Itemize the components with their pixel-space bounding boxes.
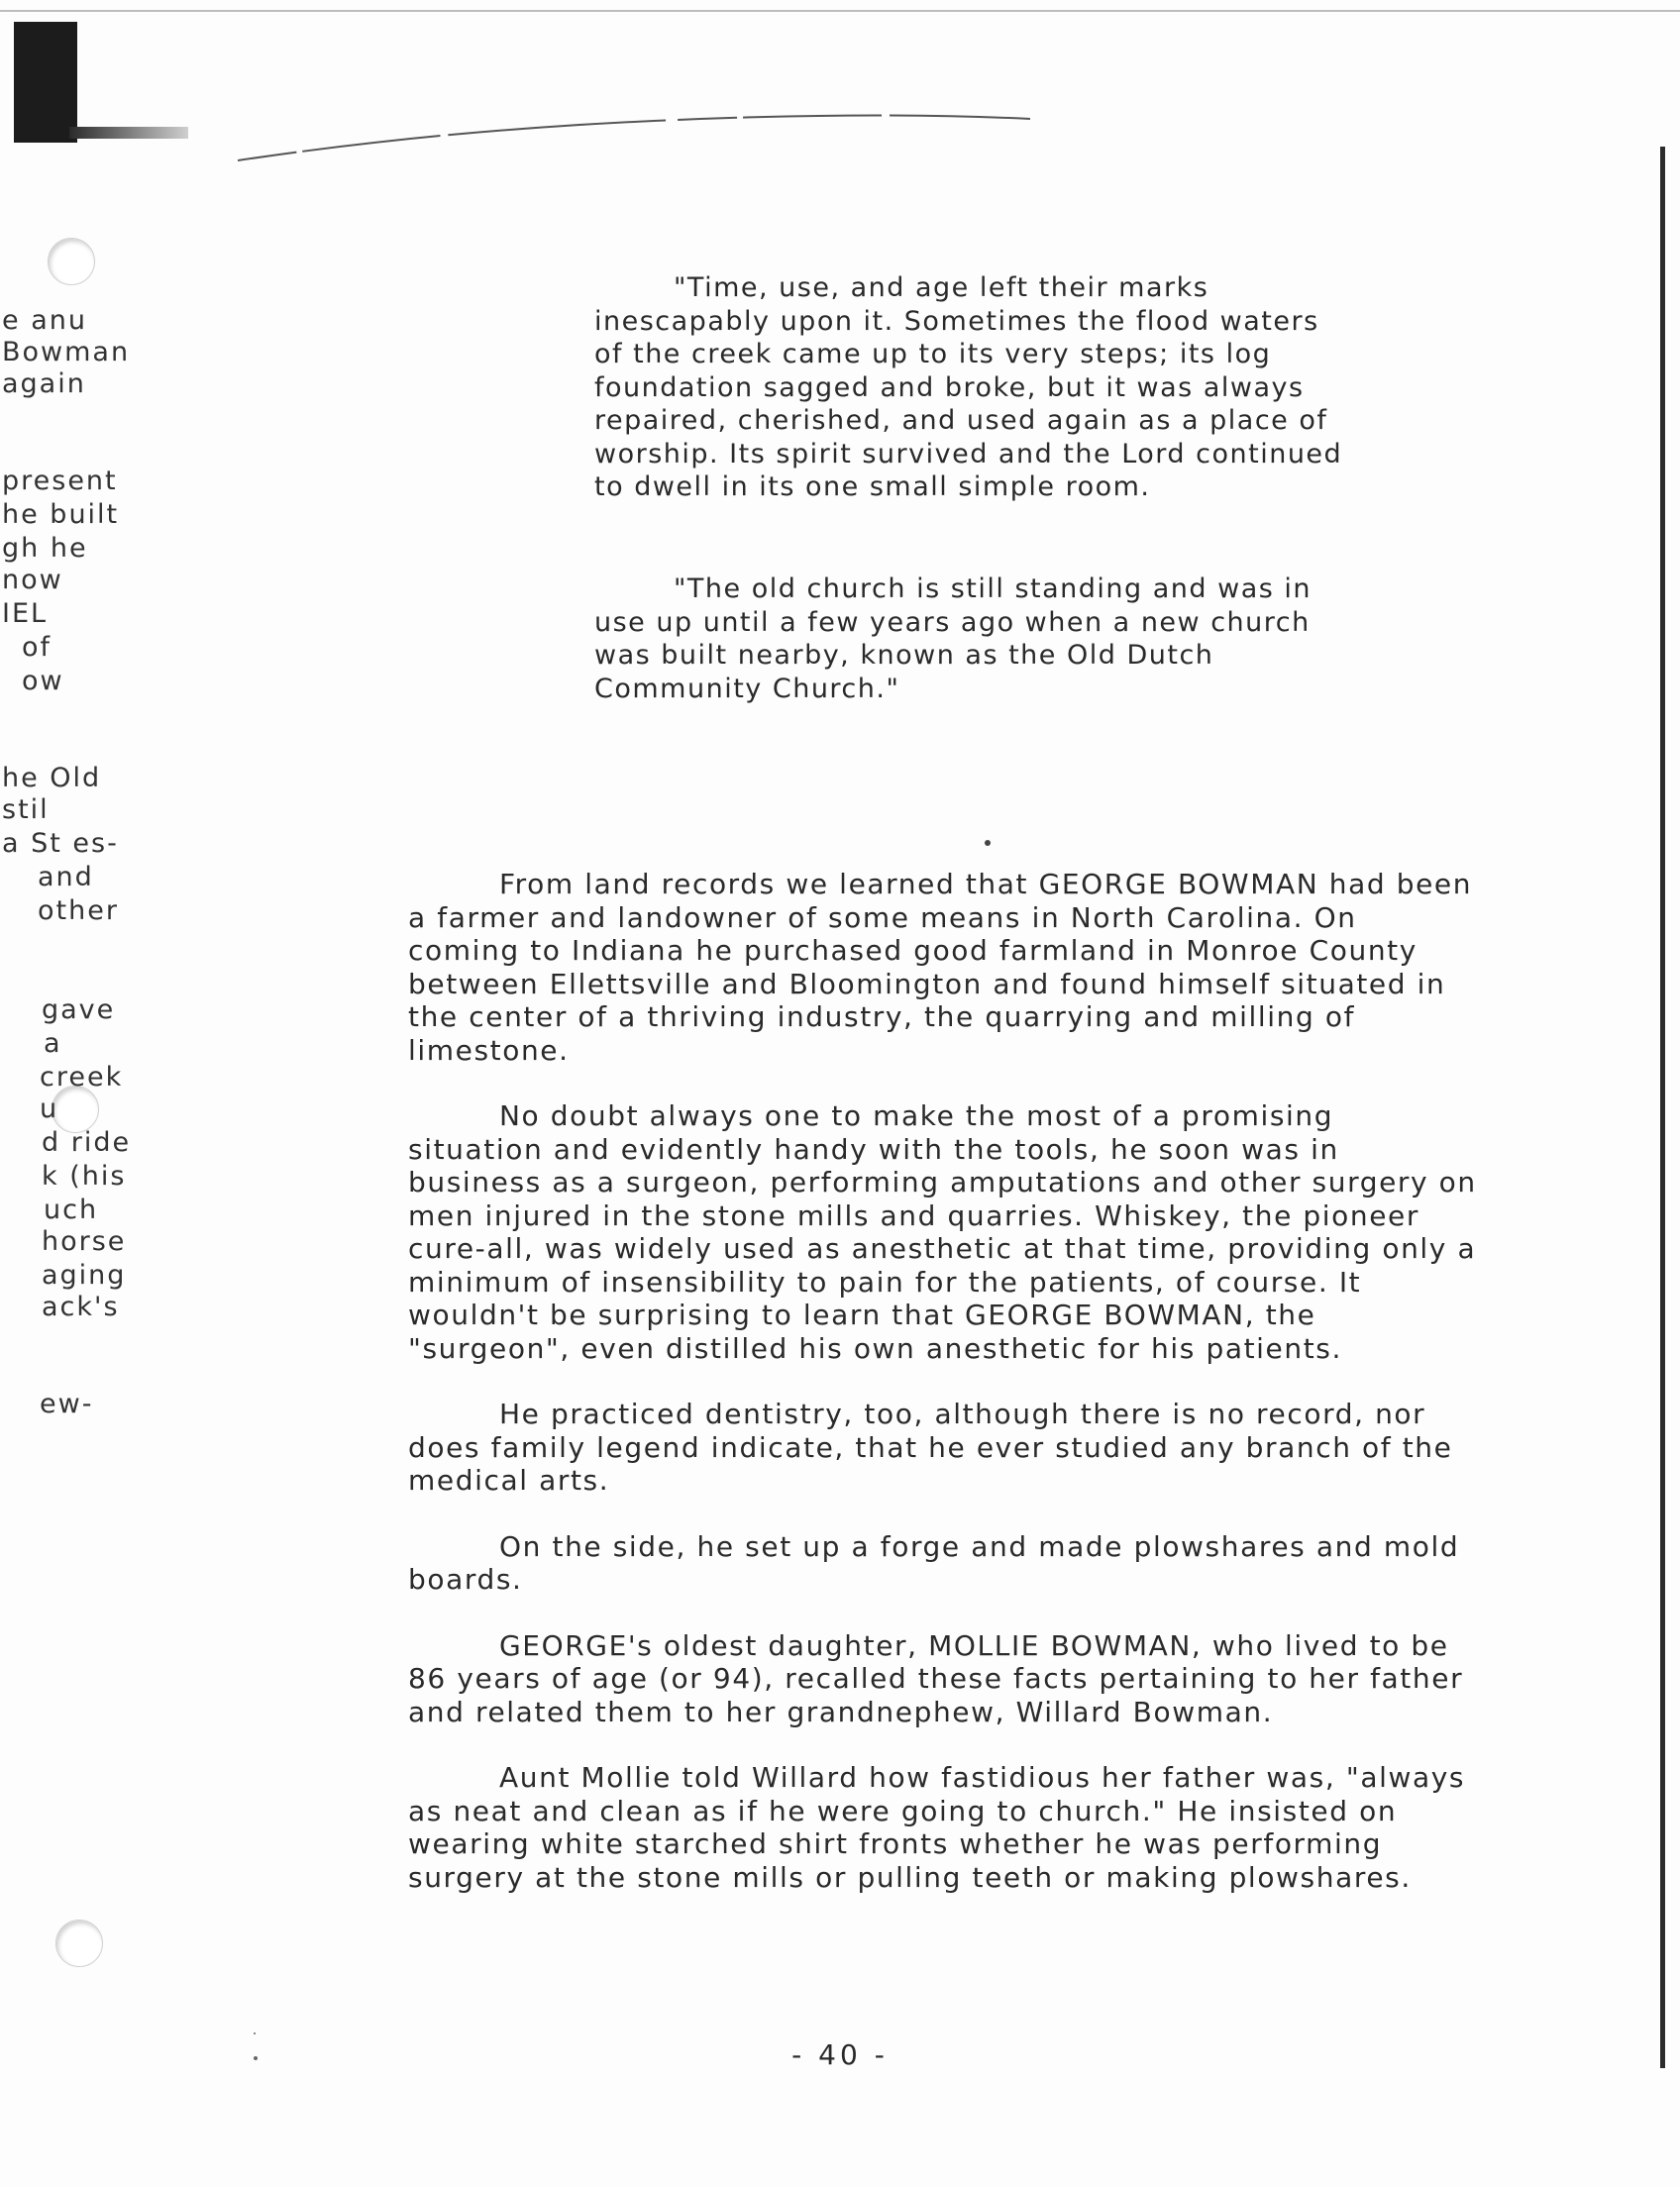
fragment-line: creek: [40, 1062, 124, 1093]
fragment-line: and: [38, 862, 94, 892]
fragment-line: ew-: [40, 1389, 94, 1419]
fragment-line: now: [2, 565, 63, 595]
fragment-line: aging: [42, 1260, 127, 1291]
fragment-line: he Old: [2, 763, 102, 793]
stray-mark: [985, 840, 991, 846]
fragment-line: IEL: [2, 598, 49, 629]
scan-shadow-mark: [14, 22, 77, 143]
punch-hole-middle: [52, 1086, 99, 1133]
scan-speck: [254, 2032, 256, 2034]
fragment-line: present: [2, 466, 118, 496]
fragment-line: uch: [44, 1195, 99, 1225]
fragment-line: stil: [2, 794, 50, 825]
body-text: [408, 868, 1478, 1927]
paragraph-forge: On the side, he set up a forge and made plowshares and mold boards.: [408, 1529, 1460, 1596]
quote-paragraph-1: "Time, use, and age left their marks inescapably upon it. Sometimes the flood waters of the creek came up to its very steps; its log foundation sagged and broke, but it was always repaired, cherished, and used again as a place of worship. Its spirit survived and the Lord continued to dwell in its one small simple room.: [594, 272, 1343, 502]
fragment-line: of: [22, 632, 52, 663]
paragraph-surgeon: No doubt always one to make the most of a promising situation and evidently handy with the tools, he soon was in business as a surgeon, performing amputations and other surgery on men injured in the stone mills and quarries. Whiskey, the pioneer cure-all, was widely used as anesthetic at that time, providing only a minimum of insensibility to pain for the patients, of course. It wouldn't be surprising to learn that GEORGE BOWMAN, the "surgeon", even distilled his own anesthetic for his patients.: [408, 1099, 1477, 1365]
page-number: - 40 -: [791, 2038, 889, 2071]
punch-hole-top: [48, 238, 95, 285]
fragment-line: ack's: [42, 1292, 120, 1322]
paragraph-land-records: From land records we learned that GEORGE BOWMAN had been a farmer and landowner of some means in North Carolina. On coming to Indiana he purchased good farmland in Monroe County between Ellettsville and Bloomington and found himself situated in the center of a thriving industry, the quarrying and milling of limestone.: [408, 868, 1473, 1067]
punch-hole-bottom: [55, 1920, 103, 1967]
quote-paragraph-2: "The old church is still standing and was in use up until a few years ago when a new church was built nearby, known as the Old Dutch Community Church.": [594, 573, 1312, 704]
quotation-block-2: [594, 573, 1347, 705]
fragment-line: ow: [22, 666, 64, 696]
fragment-line: horse: [42, 1226, 127, 1257]
scan-shadow-tail: [69, 127, 188, 139]
fragment-line: a St es-: [2, 828, 119, 859]
paragraph-dentistry: He practiced dentistry, too, although there is no record, nor does family legend indicate, that he ever studied any branch of the medical arts.: [408, 1398, 1453, 1497]
fragment-line: k (his: [42, 1161, 127, 1192]
paragraph-fastidious: Aunt Mollie told Willard how fastidious her father was, "always as neat and clean as if he were going to church." He insisted on wearing white starched shirt fronts whether he was performing surgery at the stone mills or pulling teeth or making plowshares.: [408, 1761, 1466, 1894]
fragment-line: u: [40, 1094, 59, 1124]
fragment-line: Bowman: [2, 337, 131, 367]
fragment-line: gave: [42, 994, 116, 1025]
quotation-block: [594, 271, 1347, 504]
fragment-line: again: [2, 368, 86, 399]
fragment-line: other: [38, 895, 119, 926]
scan-curl-line: [238, 111, 1030, 170]
fragment-line: e anu: [2, 305, 87, 336]
scan-right-edge: [1660, 147, 1665, 2068]
fragment-line: gh he: [2, 533, 88, 564]
fragment-line: a: [44, 1028, 62, 1059]
paragraph-mollie: GEORGE's oldest daughter, MOLLIE BOWMAN, who lived to be 86 years of age (or 94), recalled these facts pertaining to her father and related them to her grandnephew, Willard Bowman.: [408, 1628, 1464, 1728]
fragment-line: d ride: [42, 1127, 132, 1158]
scan-top-edge: [0, 10, 1680, 12]
fragment-line: he built: [2, 499, 120, 530]
